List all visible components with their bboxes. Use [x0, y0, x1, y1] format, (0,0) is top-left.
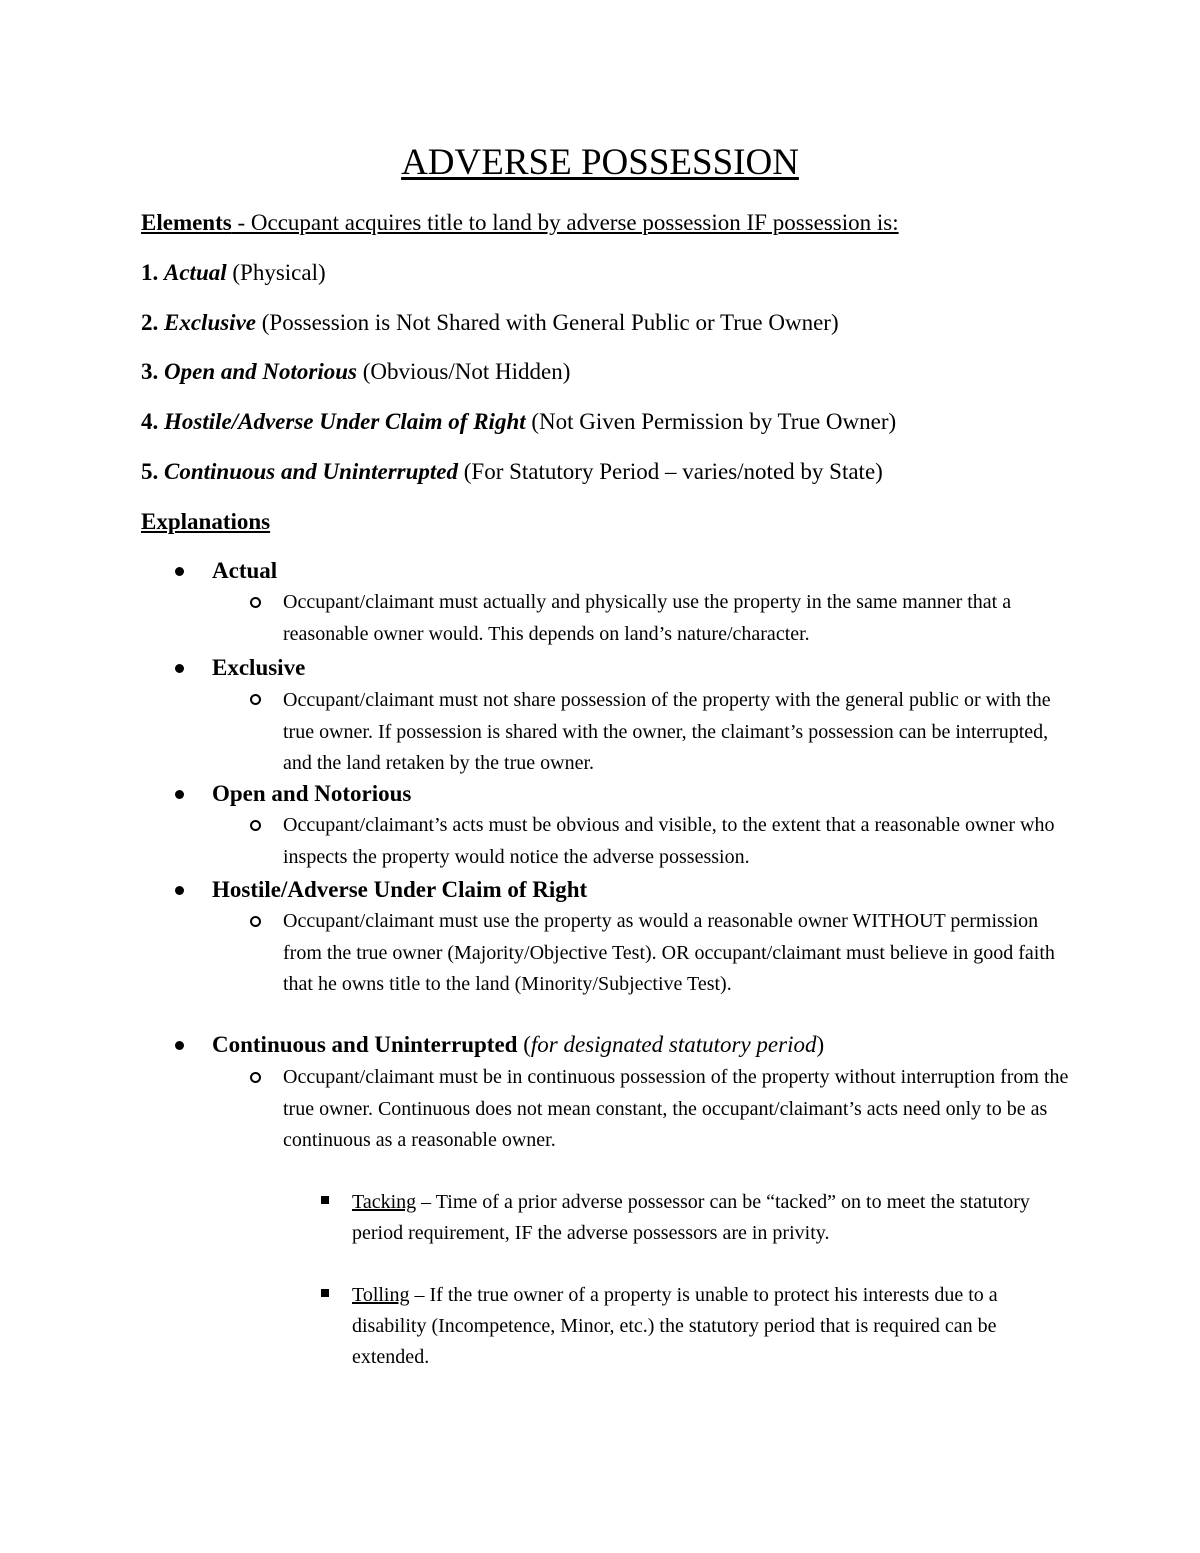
explanation-heading-text: Continuous and Uninterrupted — [212, 1032, 518, 1057]
bullet-dot-icon — [175, 886, 184, 895]
bullet-dot-icon — [175, 790, 184, 799]
circle-bullet-icon — [250, 1072, 261, 1083]
element-note: (Physical) — [226, 260, 326, 285]
explanation-text: Occupant/claimant must be in continuous possession of the property without interruption from the true owner. Continuous does not mean constant, the occupant/claimant’s acts need only to be as continuous as a reasonable owner. — [283, 1066, 1069, 1151]
element-term: Actual — [164, 260, 227, 285]
circle-bullet-icon — [250, 820, 261, 831]
element-note: (Not Given Permission by True Owner) — [525, 409, 897, 434]
sub-point-term: Tacking — [352, 1191, 417, 1213]
heading-paren-open: ( — [517, 1032, 531, 1057]
element-item — [141, 258, 326, 288]
element-number: 2. — [141, 310, 164, 335]
heading-paren-close: ) — [816, 1032, 825, 1057]
element-note: (Possession is Not Shared with General Public or True Owner) — [256, 310, 839, 335]
circle-bullet-icon — [250, 916, 261, 927]
sub-point — [352, 1187, 1072, 1249]
square-bullet-icon — [321, 1196, 329, 1204]
sub-point-text: – If the true owner of a property is unable to protect his interests due to a disability (Incompetence, Minor, etc.) the statutory period that is required can be extended. — [352, 1284, 998, 1368]
explanation-text: Occupant/claimant must actually and physically use the property in the same manner that a reasonable owner would. This depends on land’s nature/character. — [283, 591, 1012, 645]
explanation-heading: Open and Notorious — [212, 781, 412, 806]
elements-intro-text: - Occupant acquires title to land by adverse possession IF possession is: — [231, 210, 899, 235]
element-number: 3. — [141, 359, 164, 384]
sub-point-term: Tolling — [352, 1284, 410, 1306]
element-number: 5. — [141, 459, 164, 484]
elements-label: Elements — [141, 210, 232, 235]
element-item — [141, 308, 839, 338]
explanation-text: Occupant/claimant’s acts must be obvious and visible, to the extent that a reasonable owner who inspects the property would notice the adverse possession. — [283, 814, 1055, 868]
explanation-text: Occupant/claimant must not share possession of the property with the general public or with the true owner. If possession is shared with the owner, the claimant’s possession can be interrupted, and the land retaken by the true owner. — [283, 689, 1051, 774]
page-title: ADVERSE POSSESSION — [401, 142, 799, 183]
bullet-dot-icon — [175, 1041, 184, 1050]
explanations-heading: Explanations — [141, 509, 271, 534]
element-item — [141, 457, 883, 487]
circle-bullet-icon — [250, 597, 261, 608]
element-term: Hostile/Adverse Under Claim of Right — [164, 409, 526, 434]
explanation-heading — [212, 1030, 824, 1060]
square-bullet-icon — [321, 1289, 329, 1297]
element-number: 1. — [141, 260, 164, 285]
element-term: Open and Notorious — [164, 359, 357, 384]
bullet-dot-icon — [175, 567, 184, 576]
circle-bullet-icon — [250, 694, 261, 705]
element-item — [141, 407, 896, 437]
element-number: 4. — [141, 409, 164, 434]
heading-italic-note: for designated statutory period — [530, 1032, 817, 1057]
element-term: Exclusive — [164, 310, 256, 335]
element-term: Continuous and Uninterrupted — [164, 459, 459, 484]
explanation-heading: Exclusive — [212, 655, 306, 680]
elements-intro — [141, 208, 899, 238]
element-note: (For Statutory Period – varies/noted by State) — [458, 459, 883, 484]
bullet-dot-icon — [175, 664, 184, 673]
explanation-heading: Actual — [212, 558, 278, 583]
element-item — [141, 357, 570, 387]
sub-point — [352, 1280, 1072, 1373]
element-note: (Obvious/Not Hidden) — [356, 359, 571, 384]
explanation-text: Occupant/claimant must use the property as would a reasonable owner WITHOUT permission from the true owner (Majority/Objective Test). OR occupant/claimant must believe in good faith that he owns title to the land (Minority/Subjective Test). — [283, 910, 1055, 995]
explanation-heading: Hostile/Adverse Under Claim of Right — [212, 877, 588, 902]
sub-point-text: – Time of a prior adverse possessor can be “tacked” on to meet the statutory period requirement, IF the adverse possessors are in privity. — [352, 1191, 1030, 1244]
